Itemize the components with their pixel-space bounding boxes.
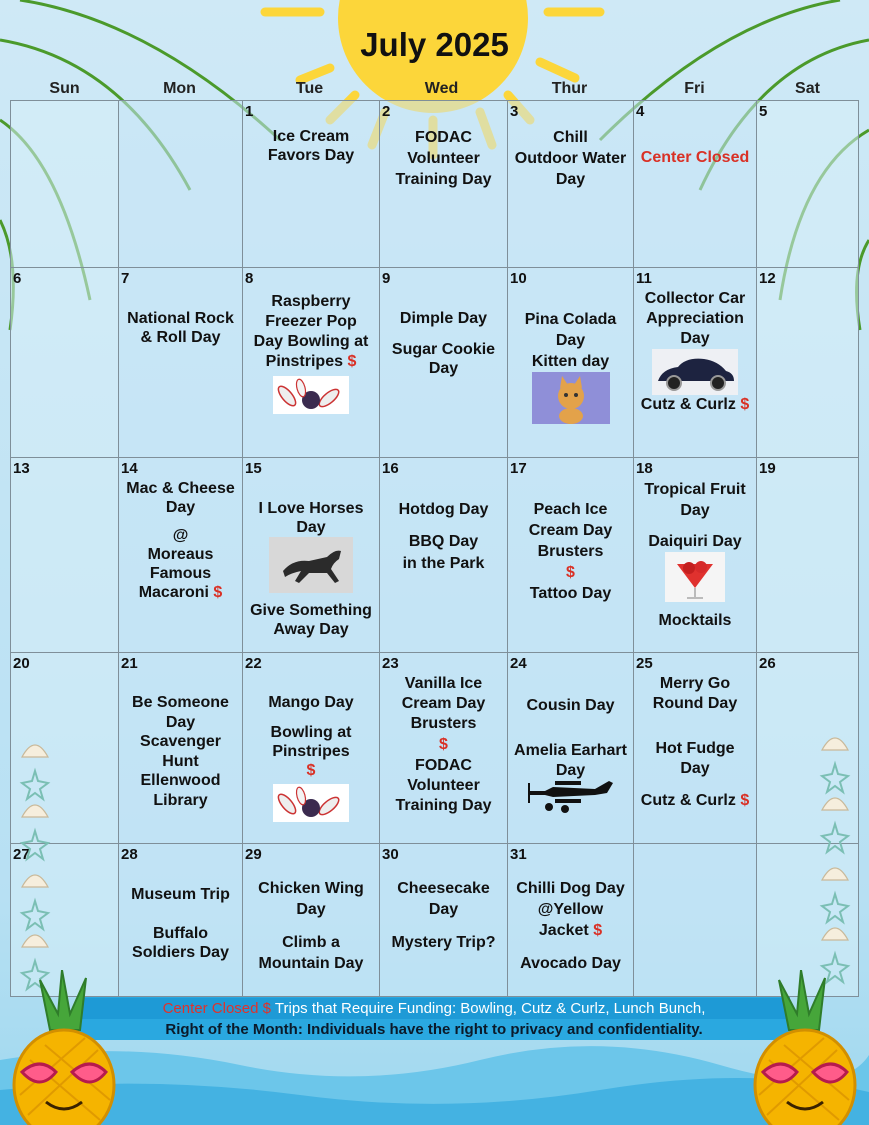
funding-note bbox=[78, 998, 790, 1019]
event-text: Chill bbox=[553, 129, 588, 146]
right-of-the-month: Right of the Month: Individuals have the right to privacy and confidentiality. bbox=[165, 1021, 703, 1038]
center-closed-legend: Center Closed bbox=[162, 1000, 259, 1017]
calendar-cell-jul-13 bbox=[10, 457, 119, 653]
event-text: Hotdog Day bbox=[398, 501, 489, 518]
event-text: FODAC bbox=[415, 757, 472, 774]
event-text: Hunt bbox=[162, 752, 199, 770]
day-number: 3 bbox=[510, 103, 519, 120]
event-text: Museum Trip bbox=[131, 886, 230, 903]
day-number: 24 bbox=[510, 655, 527, 672]
event-text: Cutz & Curlz bbox=[640, 792, 736, 809]
calendar-cell-jul-12 bbox=[756, 267, 859, 458]
event-text: Training Day bbox=[395, 797, 492, 814]
event-text: Cream Day bbox=[401, 695, 486, 712]
event-text: FODAC bbox=[415, 129, 472, 146]
day-number: 14 bbox=[121, 460, 138, 477]
event-text: Give Something bbox=[250, 602, 372, 619]
event-text: Buffalo bbox=[152, 925, 209, 942]
calendar-cell-jul-18 bbox=[633, 457, 757, 653]
calendar-cell-jul-24 bbox=[507, 652, 634, 844]
event-text: Tattoo Day bbox=[529, 585, 612, 602]
funding-dollar-sign: $ bbox=[347, 353, 357, 370]
calendar-cell-jul-3 bbox=[507, 100, 634, 268]
day-number: 4 bbox=[636, 103, 645, 120]
funding-trips-text: Trips that Require Funding: Bowling, Cutz & Curlz, Lunch Bunch, bbox=[274, 1000, 706, 1017]
weekday-wed: Wed bbox=[424, 80, 459, 97]
event-text: Sugar Cookie bbox=[391, 341, 496, 358]
event-text: Ice Cream bbox=[272, 128, 350, 145]
calendar-cell-jul-28 bbox=[118, 843, 243, 997]
event-text: Mac & Cheese bbox=[126, 480, 235, 497]
event-text: Pinstripes bbox=[272, 743, 350, 760]
day-number: 15 bbox=[245, 460, 262, 477]
event-text: Chilli Dog Day bbox=[516, 880, 625, 897]
event-text: & Roll Day bbox=[140, 329, 221, 346]
event-text: Pinstripes bbox=[265, 353, 343, 370]
event-text: Day bbox=[428, 901, 459, 918]
weekday-sat: Sat bbox=[795, 80, 820, 97]
event-text: Favors Day bbox=[267, 147, 355, 164]
daiquiri-image bbox=[665, 552, 725, 602]
day-number: 2 bbox=[382, 103, 391, 120]
day-number: 20 bbox=[13, 655, 30, 672]
event-text: Soldiers Day bbox=[132, 944, 229, 961]
event-text: Round Day bbox=[652, 695, 738, 712]
day-number: 25 bbox=[636, 655, 653, 672]
day-number: 31 bbox=[510, 846, 527, 863]
event-text: Be Someone bbox=[132, 694, 229, 711]
event-text: I Love Horses bbox=[258, 500, 364, 517]
event-text: Day bbox=[680, 330, 710, 347]
kitten-image bbox=[532, 372, 610, 424]
weekday-fri: Fri bbox=[684, 80, 705, 97]
funding-dollar-sign: $ bbox=[306, 762, 316, 779]
horse-image bbox=[269, 537, 353, 593]
calendar-cell-jul-8 bbox=[242, 267, 380, 458]
event-text: Appreciation bbox=[646, 310, 744, 327]
event-text: Cheesecake bbox=[397, 880, 490, 897]
day-number: 23 bbox=[382, 655, 399, 672]
calendar-cell-empty bbox=[118, 100, 243, 268]
calendar-grid bbox=[10, 100, 859, 997]
bowling-pins-image bbox=[273, 376, 349, 414]
event-text: Day bbox=[165, 499, 196, 516]
event-text: Peach Ice bbox=[533, 501, 608, 518]
funding-dollar-sign: $ bbox=[740, 792, 750, 809]
pineapple-mascot-left bbox=[0, 970, 130, 1125]
event-text: Library bbox=[153, 791, 208, 809]
calendar-cell-empty bbox=[10, 100, 119, 268]
event-text: Day bbox=[680, 760, 710, 777]
event-text: Kitten day bbox=[531, 353, 610, 370]
footer-banner bbox=[78, 997, 790, 1040]
event-text: Day bbox=[555, 762, 586, 779]
weekday-thu: Thur bbox=[551, 80, 588, 97]
event-text: Ellenwood bbox=[140, 772, 221, 789]
calendar-cell-jul-5 bbox=[756, 100, 859, 268]
calendar-cell-jul-9 bbox=[379, 267, 508, 458]
day-number: 27 bbox=[13, 846, 30, 863]
event-text: Day bbox=[165, 713, 196, 731]
event-text: Volunteer bbox=[407, 777, 480, 794]
event-text: Training Day bbox=[395, 171, 492, 188]
day-number: 21 bbox=[121, 655, 138, 672]
event-text: Day bbox=[296, 901, 326, 918]
event-text: Jacket bbox=[538, 922, 589, 939]
event-text: Daiquiri Day bbox=[648, 533, 742, 550]
event-text: Bowling at bbox=[270, 724, 352, 741]
event-text: Day bbox=[555, 171, 586, 188]
event-text: Chicken Wing bbox=[258, 880, 364, 897]
day-number: 18 bbox=[636, 460, 653, 477]
event-text: Famous bbox=[149, 565, 212, 582]
event-text: Macaroni bbox=[138, 584, 209, 601]
event-text: @Yellow bbox=[537, 901, 604, 918]
day-number: 13 bbox=[13, 460, 30, 477]
event-text: Amelia Earhart bbox=[514, 742, 627, 759]
calendar-cell-jul-17 bbox=[507, 457, 634, 653]
day-number: 8 bbox=[245, 270, 254, 287]
day-number: 30 bbox=[382, 846, 399, 863]
day-number: 28 bbox=[121, 846, 138, 863]
event-text: BBQ Day bbox=[408, 533, 479, 550]
calendar-cell-jul-2 bbox=[379, 100, 508, 268]
day-number: 12 bbox=[759, 270, 776, 287]
calendar-cell-jul-31 bbox=[507, 843, 634, 997]
calendar-cell-jul-16 bbox=[379, 457, 508, 653]
event-text: Brusters bbox=[410, 715, 477, 732]
day-number: 1 bbox=[245, 103, 254, 120]
day-number: 6 bbox=[13, 270, 22, 287]
day-number: 26 bbox=[759, 655, 776, 672]
calendar-cell-jul-11 bbox=[633, 267, 757, 458]
classic-car-image bbox=[652, 349, 738, 395]
weekday-tue: Tue bbox=[295, 80, 324, 97]
event-text: Brusters bbox=[537, 543, 604, 560]
calendar-cell-jul-14 bbox=[118, 457, 243, 653]
calendar-cell-jul-23 bbox=[379, 652, 508, 844]
day-number: 17 bbox=[510, 460, 527, 477]
funding-dollar-legend: $ bbox=[262, 1000, 271, 1017]
event-text: Pina Colada bbox=[524, 311, 617, 328]
event-text: Day Bowling at bbox=[253, 333, 369, 350]
event-text: Collector Car bbox=[644, 290, 746, 307]
event-text: Tropical Fruit bbox=[644, 481, 746, 498]
weekday-sun: Sun bbox=[49, 80, 80, 97]
funding-dollar-sign: $ bbox=[740, 396, 750, 413]
event-text: Day bbox=[428, 360, 459, 377]
event-text: Moreaus bbox=[147, 546, 214, 563]
calendar-cell-jul-10 bbox=[507, 267, 634, 458]
day-number: 11 bbox=[636, 270, 652, 287]
event-text: in the Park bbox=[402, 555, 485, 572]
day-number: 19 bbox=[759, 460, 776, 477]
seashell-decoration-left bbox=[18, 735, 52, 995]
calendar-cell-jul-22 bbox=[242, 652, 380, 844]
event-text: Climb a bbox=[282, 934, 340, 951]
event-text: Mystery Trip? bbox=[391, 934, 496, 951]
calendar-cell-jul-30 bbox=[379, 843, 508, 997]
event-text: Day bbox=[296, 519, 326, 536]
day-number: 29 bbox=[245, 846, 262, 863]
funding-dollar-sign: $ bbox=[439, 736, 448, 753]
calendar-cell-jul-25 bbox=[633, 652, 757, 844]
day-number: 7 bbox=[121, 270, 130, 287]
event-text: Mountain Day bbox=[258, 955, 364, 972]
event-text: Day bbox=[680, 502, 710, 519]
event-text: Freezer Pop bbox=[265, 313, 357, 330]
event-text: Day bbox=[555, 332, 586, 349]
day-number: 16 bbox=[382, 460, 399, 477]
event-text: Mango Day bbox=[268, 694, 354, 711]
calendar-cell-jul-19 bbox=[756, 457, 859, 653]
event-text: Outdoor Water bbox=[514, 150, 627, 167]
seashell-decoration-right bbox=[818, 728, 852, 988]
calendar-cell-jul-1 bbox=[242, 100, 380, 268]
calendar-cell-jul-15 bbox=[242, 457, 380, 653]
event-text: National Rock bbox=[127, 310, 234, 327]
event-text: Avocado Day bbox=[520, 955, 621, 972]
calendar-cell-jul-6 bbox=[10, 267, 119, 458]
event-text: Volunteer bbox=[407, 150, 480, 167]
calendar-cell-jul-29 bbox=[242, 843, 380, 997]
funding-dollar-sign: $ bbox=[593, 922, 603, 939]
day-number: 9 bbox=[382, 270, 391, 287]
event-text: Away Day bbox=[273, 621, 349, 638]
event-text: @ bbox=[172, 527, 189, 544]
day-number: 10 bbox=[510, 270, 527, 287]
event-text: Dimple Day bbox=[399, 310, 488, 327]
bowling-pins-image bbox=[273, 784, 349, 822]
event-text: Cutz & Curlz bbox=[640, 396, 736, 413]
event-text: Mocktails bbox=[658, 612, 732, 629]
funding-dollar-sign: $ bbox=[213, 584, 223, 601]
day-number: 5 bbox=[759, 103, 768, 120]
calendar-cell-jul-4 bbox=[633, 100, 757, 268]
calendar-cell-jul-7 bbox=[118, 267, 243, 458]
weekday-mon: Mon bbox=[163, 80, 196, 97]
center-closed-text: Center Closed bbox=[640, 149, 750, 166]
event-text: Hot Fudge bbox=[655, 740, 735, 757]
calendar-cell-jul-21 bbox=[118, 652, 243, 844]
pineapple-mascot-right bbox=[739, 970, 869, 1125]
event-text: Vanilla Ice bbox=[404, 675, 483, 692]
month-title: July 2025 bbox=[360, 26, 509, 63]
event-text: Scavenger bbox=[140, 733, 221, 750]
event-text: Cream Day bbox=[528, 522, 613, 539]
funding-dollar-sign: $ bbox=[566, 564, 575, 581]
event-text: Raspberry bbox=[271, 293, 351, 310]
event-text: Merry Go bbox=[659, 675, 731, 692]
day-number: 22 bbox=[245, 655, 262, 672]
event-text: Cousin Day bbox=[526, 697, 615, 714]
